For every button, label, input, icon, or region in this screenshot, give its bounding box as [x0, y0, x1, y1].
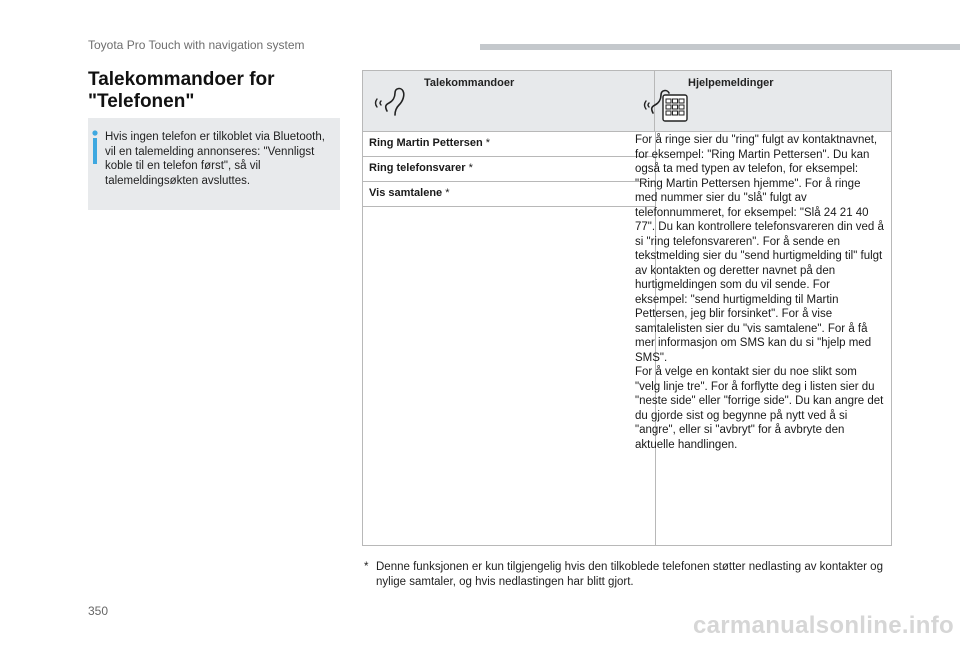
header-bar [480, 44, 960, 50]
table-header-commands [363, 71, 655, 132]
info-box [88, 118, 340, 210]
table-row [363, 182, 655, 207]
running-header: Toyota Pro Touch with navigation system [88, 38, 305, 52]
command-text: Ring telefonsvarer [369, 162, 466, 174]
asterisk-mark: * [468, 162, 473, 174]
voice-help-keypad-icon [643, 83, 691, 123]
header-commands-label: Talekommandoer [424, 77, 515, 89]
footnote-text: Denne funksjonen er kun tilgjengelig hvis den tilkoblede telefonen støtter nedlasting av kontakter og nylige samtaler, og hvis nedlastingen har blitt gjort. [376, 561, 883, 588]
command-text: Ring Martin Pettersen [369, 137, 483, 149]
table-row [363, 132, 655, 157]
voice-command-icon [373, 83, 409, 119]
info-text: Hvis ingen telefon er tilkoblet via Bluetooth, vil en talemelding annonseres: "Vennligst koble til en telefon først", så vil talemeldingsøkten avsluttes. [105, 131, 325, 187]
header-messages-label: Hjelpemeldinger [688, 77, 774, 89]
footnote-mark: * [364, 561, 369, 573]
help-messages-text: For å ringe sier du "ring" fulgt av kontaktnavnet, for eksempel: "Ring Martin Pettersen". Du kan også ta med typen av telefon, for eksempel: "Ring Martin Pettersen hjemme". For å ringe med nummer sier du "slå" fulgt av telefonnummeret, for eksempel: "Slå 24 21 40 77". Du kan kontrollere telefonsvareren din ved å si "ring telefonsvareren". For å sende en tekstmelding sier du "send hurtigmelding til" fulgt av kontakten og deretter navnet på den hurtigmeldingen som du vil sende. For eksempel: "send hurtigmelding til Martin Pettersen, jeg blir forsinket". For å vise samtalelisten sier du "vis samtalene". For å få mer informasjon om SMS kan du si "hjelp med SMS". For å velge en kontakt sier du noe slikt som "velg linje tre". For å forflytte deg i listen sier du "neste side" eller "forrige side". Du kan angre det du gjorde sist og begynne på nytt ved å si "angre", eller si "avbryt" for å avbryte den aktuelle handlingen. [635, 134, 884, 451]
page-title: Talekommandoer for "Telefonen" [88, 69, 275, 112]
voice-command-table [362, 70, 892, 546]
command-text: Vis samtalene [369, 187, 443, 199]
page-number: 350 [88, 604, 109, 618]
asterisk-mark: * [485, 137, 491, 149]
table-row [363, 157, 655, 182]
info-icon [88, 130, 102, 164]
watermark-text: carmanualsonline.info [692, 612, 954, 639]
table-header-messages [655, 71, 891, 132]
asterisk-mark: * [445, 187, 450, 199]
